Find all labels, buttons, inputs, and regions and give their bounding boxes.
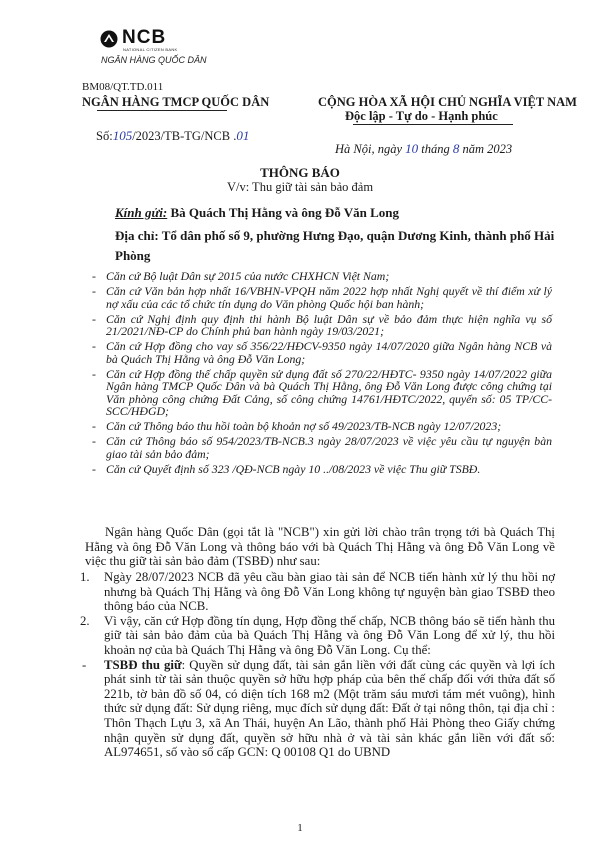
national-motto: Độc lập - Tự do - Hạnh phúc: [345, 109, 498, 123]
notice-item: [80, 570, 555, 614]
ncb-logo: [96, 24, 206, 68]
date-month-label: tháng: [421, 142, 450, 156]
notice-items: [80, 570, 555, 760]
date-year: năm 2023: [462, 142, 513, 156]
legal-basis-item: - Căn cứ Nghị định quy định thi hành Bộ luật Dân sự về bảo đảm thực hiện nghĩa vụ số 21/2021/NĐ-CP do Chính phủ ban hành ngày 19/03/2021;: [92, 313, 552, 338]
document-title: THÔNG BÁO: [260, 165, 340, 180]
item-text: Vì vậy, căn cứ Hợp đồng tín dụng, Hợp đồng thế chấp, NCB thông báo sẽ tiến hành thu giữ tài sản bảo đảm của bà Quách Thị Hằng và ông Đỗ Văn Long để xử lý, thu hồi khoản nợ của bà Quách Thị Hằng và ông Đỗ Văn Long. Cụ thể:: [104, 613, 555, 657]
doc-number-handwritten: 105: [112, 128, 133, 143]
legal-basis-item: - Căn cứ Quyết định số 323 /QĐ-NCB ngày 10 ../08/2023 về việc Thu giữ TSBĐ.: [92, 463, 552, 476]
legal-basis-item: - Căn cứ Thông báo thu hồi toàn bộ khoản nợ số 49/2023/TB-NCB ngày 12/07/2023;: [92, 420, 552, 433]
date-day-handwritten: 10: [405, 141, 419, 156]
date-month-handwritten: 8: [452, 141, 460, 156]
page-number: 1: [297, 822, 303, 834]
doc-number-prefix: Số:: [96, 129, 113, 143]
item-text: Ngày 28/07/2023 NCB đã yêu cầu bàn giao tài sản để NCB tiến hành xử lý thu hồi nợ nhưng bà Quách Thị Hằng và ông Đỗ Văn Long không tự nguyện bàn giao TSBĐ theo thông báo của NCB.: [104, 570, 555, 614]
legal-basis-item: - Căn cứ Hợp đồng cho vay số 356/22/HĐCV-9350 ngày 14/07/2020 giữa Ngân hàng NCB và bà Quách Thị Hằng và ông Đỗ Văn Long;: [92, 340, 552, 365]
collateral-label: TSBĐ thu giữ: [104, 657, 182, 672]
legal-basis-item: - Căn cứ Bộ luật Dân sự 2015 của nước CHXHCN Việt Nam;: [92, 270, 552, 283]
ncb-logo-icon: [100, 30, 118, 48]
date-prefix: Hà Nội, ngày: [335, 142, 403, 156]
notice-item: [80, 614, 555, 658]
legal-basis-item: - Căn cứ Văn bản hợp nhất 16/VBHN-VPQH năm 2022 hợp nhất Nghị quyết về thí điểm xử lý nợ xấu của các tổ chức tín dụng do Văn phòng Quốc hội ban hành;: [92, 285, 552, 310]
legal-basis-item: - Căn cứ Thông báo số 954/2023/TB-NCB.3 ngày 28/07/2023 về việc yêu cầu tự nguyện bàn giao tài sản bảo đảm;: [92, 435, 552, 460]
doc-number-suffix-handwritten: 01: [236, 128, 250, 143]
item-bullet: -: [82, 657, 87, 672]
recipient-label: Kính gửi:: [115, 205, 168, 220]
document-subtitle: V/v: Thu giữ tài sản bảo đảm: [226, 180, 374, 194]
form-code: BM08/QT.TD.011: [82, 81, 164, 93]
logo-name: NCB: [122, 27, 167, 48]
logo-vietnamese-name: NGÂN HÀNG QUỐC DÂN: [101, 55, 207, 65]
legal-basis-item: - Căn cứ Hợp đồng thế chấp quyền sử dụng đất số 270/22/HĐTC- 9350 ngày 14/07/2022 giữa Ngân hàng TMCP Quốc Dân và bà Quách Thị Hằng, ông Đỗ Văn Long được công chứng tại Văn phòng công chứng Đất Cảng, số công chứng 14761/HĐTC/2022, quyển số: 05 TP/CC-SCC/HĐGD;: [92, 368, 552, 418]
intro-paragraph: Ngân hàng Quốc Dân (gọi tắt là "NCB") xin gửi lời chào trân trọng tới bà Quách Thị Hằng và ông Đỗ Văn Long và thông báo với bà Quách Thị Hằng và ông Đỗ Văn Long về việc thu giữ tài sản bảo đảm (TSBĐ) như sau:: [85, 525, 555, 568]
collateral-text: : Quyền sử dụng đất, tài sản gắn liền với đất cùng các quyền và lợi ích phát sinh từ tài sản thuộc quyền sở hữu hợp pháp của bên thế chấp đối với thửa đất số 221b, tờ bản đồ số 04, có diện tích 168 m2 (Một trăm sáu mươi tám mét vuông), hình thức sử dụng đất: Sử dụng riêng, mục đích sử dụng đất: Đất ở tại nông thôn, tại địa chỉ : Thôn Thạch Lựu 3, xã An Thái, huyện An Lão, thành phố Hải Phòng theo Giấy chứng nhận quyền sử dụng đất, quyền sở hữu nhà ở và tài sản khác gắn liền với đất số: AL974651, số vào sổ cấp GCN: Q 00108 Q1 do UBND: [104, 657, 555, 760]
item-number: 1.: [80, 570, 90, 584]
national-title: CỘNG HÒA XÃ HỘI CHỦ NGHĨA VIỆT NAM: [318, 95, 577, 109]
logo-subtitle: NATIONAL CITIZEN BANK: [123, 47, 178, 52]
document-date: [335, 141, 512, 157]
document-number: [96, 128, 249, 144]
header-underline-left: [97, 110, 227, 111]
header-underline-right: [353, 124, 513, 125]
item-number: 2.: [80, 613, 90, 628]
recipient-name: Bà Quách Thị Hằng và ông Đỗ Văn Long: [170, 205, 400, 220]
organization-name: NGÂN HÀNG TMCP QUỐC DÂN: [82, 95, 270, 109]
collateral-item: [80, 658, 555, 760]
recipient: [115, 205, 399, 221]
doc-number-middle: /2023/TB-TG/NCB .: [132, 129, 237, 143]
legal-basis-list: [92, 270, 552, 478]
recipient-address: Địa chỉ: Tổ dân phố số 9, phường Hưng Đạo, quận Dương Kinh, thành phố Hải Phòng: [115, 228, 555, 263]
